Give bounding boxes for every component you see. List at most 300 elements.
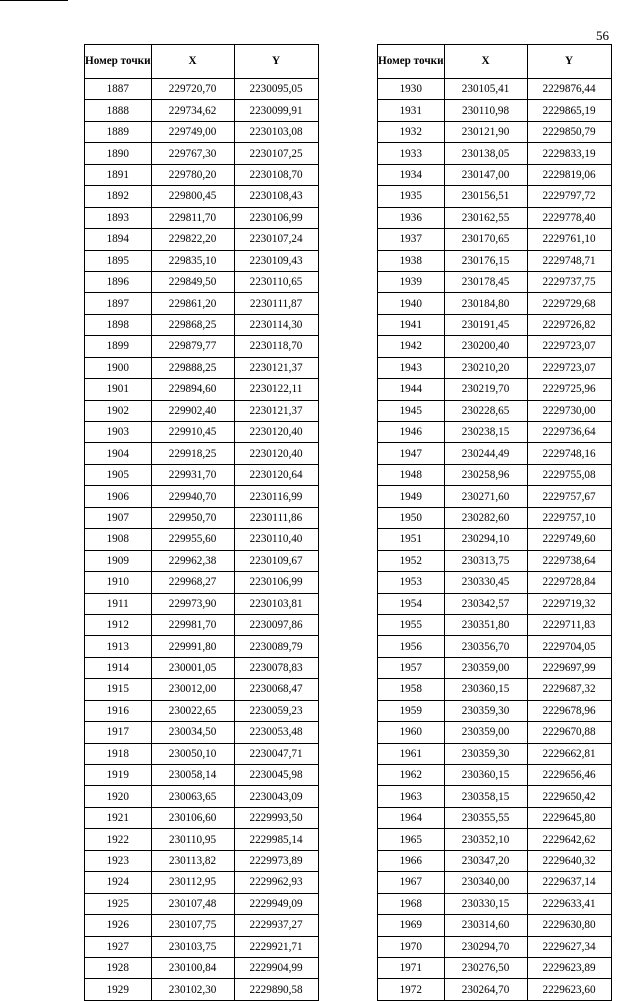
cell-y: 2229748,16 bbox=[527, 443, 611, 464]
cell-y: 2229719,32 bbox=[527, 593, 611, 614]
table-row bbox=[378, 293, 612, 314]
cell-y: 2230106,99 bbox=[234, 207, 318, 228]
cell-y: 2229738,64 bbox=[527, 550, 611, 571]
cell-y: 2229985,14 bbox=[234, 829, 318, 850]
cell-y: 2229656,46 bbox=[527, 765, 611, 786]
table-row bbox=[378, 314, 612, 335]
table-row bbox=[85, 850, 319, 871]
cell-point-number: 1903 bbox=[85, 422, 152, 443]
cell-point-number: 1901 bbox=[85, 379, 152, 400]
cell-x: 230170,65 bbox=[444, 229, 527, 250]
cell-x: 230200,40 bbox=[444, 336, 527, 357]
cell-x: 229981,70 bbox=[151, 614, 234, 635]
cell-point-number: 1962 bbox=[378, 765, 445, 786]
cell-y: 2229645,80 bbox=[527, 807, 611, 828]
cell-x: 230276,50 bbox=[444, 957, 527, 978]
cell-x: 229950,70 bbox=[151, 507, 234, 528]
cell-x: 229910,45 bbox=[151, 422, 234, 443]
cell-point-number: 1899 bbox=[85, 336, 152, 357]
cell-x: 229749,00 bbox=[151, 121, 234, 142]
cell-x: 230356,70 bbox=[444, 636, 527, 657]
table-row bbox=[378, 765, 612, 786]
cell-y: 2230111,87 bbox=[234, 293, 318, 314]
cell-point-number: 1969 bbox=[378, 915, 445, 936]
table-row bbox=[378, 936, 612, 957]
cell-x: 230359,30 bbox=[444, 700, 527, 721]
cell-point-number: 1917 bbox=[85, 722, 152, 743]
cell-point-number: 1932 bbox=[378, 121, 445, 142]
table-row bbox=[378, 700, 612, 721]
cell-y: 2230107,24 bbox=[234, 229, 318, 250]
cell-point-number: 1953 bbox=[378, 572, 445, 593]
cell-y: 2230045,98 bbox=[234, 765, 318, 786]
cell-x: 229962,38 bbox=[151, 550, 234, 571]
table-row bbox=[378, 271, 612, 292]
cell-x: 230359,30 bbox=[444, 743, 527, 764]
cell-point-number: 1909 bbox=[85, 550, 152, 571]
cell-x: 230162,55 bbox=[444, 207, 527, 228]
cell-y: 2230078,83 bbox=[234, 657, 318, 678]
cell-x: 230106,60 bbox=[151, 807, 234, 828]
cell-y: 2229623,89 bbox=[527, 957, 611, 978]
cell-x: 230358,15 bbox=[444, 786, 527, 807]
cell-point-number: 1923 bbox=[85, 850, 152, 871]
cell-y: 2230047,71 bbox=[234, 743, 318, 764]
cell-y: 2229633,41 bbox=[527, 893, 611, 914]
cell-y: 2230120,64 bbox=[234, 464, 318, 485]
cell-point-number: 1894 bbox=[85, 229, 152, 250]
table-row bbox=[85, 807, 319, 828]
table-row bbox=[378, 336, 612, 357]
table-row bbox=[378, 529, 612, 550]
cell-y: 2229726,82 bbox=[527, 314, 611, 335]
cell-point-number: 1930 bbox=[378, 79, 445, 100]
cell-x: 230330,45 bbox=[444, 572, 527, 593]
table-row bbox=[85, 121, 319, 142]
cell-y: 2229973,89 bbox=[234, 850, 318, 871]
cell-x: 229879,77 bbox=[151, 336, 234, 357]
cell-point-number: 1938 bbox=[378, 250, 445, 271]
table-row bbox=[85, 400, 319, 421]
cell-x: 229888,25 bbox=[151, 357, 234, 378]
table-row bbox=[85, 271, 319, 292]
table-row bbox=[378, 979, 612, 1000]
table-row bbox=[85, 936, 319, 957]
cell-point-number: 1891 bbox=[85, 164, 152, 185]
cell-point-number: 1965 bbox=[378, 829, 445, 850]
cell-point-number: 1918 bbox=[85, 743, 152, 764]
table-row bbox=[378, 121, 612, 142]
table-row bbox=[85, 529, 319, 550]
cell-x: 230105,41 bbox=[444, 79, 527, 100]
cell-point-number: 1896 bbox=[85, 271, 152, 292]
cell-point-number: 1963 bbox=[378, 786, 445, 807]
cell-point-number: 1908 bbox=[85, 529, 152, 550]
table-row bbox=[378, 829, 612, 850]
cell-x: 229940,70 bbox=[151, 486, 234, 507]
cell-point-number: 1947 bbox=[378, 443, 445, 464]
header-point-number: Номер точки bbox=[378, 45, 445, 79]
cell-y: 2229748,71 bbox=[527, 250, 611, 271]
table-row bbox=[378, 614, 612, 635]
cell-x: 230191,45 bbox=[444, 314, 527, 335]
cell-x: 230107,48 bbox=[151, 893, 234, 914]
cell-point-number: 1905 bbox=[85, 464, 152, 485]
cell-point-number: 1958 bbox=[378, 679, 445, 700]
cell-x: 229894,60 bbox=[151, 379, 234, 400]
cell-y: 2230120,40 bbox=[234, 422, 318, 443]
cell-x: 230351,80 bbox=[444, 614, 527, 635]
cell-y: 2230095,05 bbox=[234, 79, 318, 100]
top-rule bbox=[0, 0, 68, 1]
cell-y: 2229725,96 bbox=[527, 379, 611, 400]
cell-y: 2230106,99 bbox=[234, 572, 318, 593]
cell-x: 230244,49 bbox=[444, 443, 527, 464]
cell-y: 2230068,47 bbox=[234, 679, 318, 700]
cell-x: 230360,15 bbox=[444, 679, 527, 700]
table-row bbox=[378, 422, 612, 443]
cell-x: 230210,20 bbox=[444, 357, 527, 378]
cell-y: 2230110,65 bbox=[234, 271, 318, 292]
cell-x: 229868,25 bbox=[151, 314, 234, 335]
table-row bbox=[85, 164, 319, 185]
cell-point-number: 1933 bbox=[378, 143, 445, 164]
cell-y: 2230089,79 bbox=[234, 636, 318, 657]
cell-point-number: 1943 bbox=[378, 357, 445, 378]
cell-point-number: 1946 bbox=[378, 422, 445, 443]
cell-y: 2229736,64 bbox=[527, 422, 611, 443]
cell-point-number: 1968 bbox=[378, 893, 445, 914]
cell-point-number: 1967 bbox=[378, 872, 445, 893]
cell-y: 2229640,32 bbox=[527, 850, 611, 871]
cell-y: 2229670,88 bbox=[527, 722, 611, 743]
cell-point-number: 1959 bbox=[378, 700, 445, 721]
cell-x: 230264,70 bbox=[444, 979, 527, 1000]
table-row bbox=[85, 143, 319, 164]
cell-point-number: 1939 bbox=[378, 271, 445, 292]
cell-x: 230294,10 bbox=[444, 529, 527, 550]
table-row bbox=[378, 550, 612, 571]
cell-y: 2230053,48 bbox=[234, 722, 318, 743]
cell-x: 229849,50 bbox=[151, 271, 234, 292]
table-header-row bbox=[85, 45, 319, 79]
cell-y: 2229761,10 bbox=[527, 229, 611, 250]
table-row bbox=[85, 357, 319, 378]
cell-y: 2229704,05 bbox=[527, 636, 611, 657]
table-row bbox=[378, 722, 612, 743]
table-row bbox=[378, 143, 612, 164]
page-number: 56 bbox=[596, 28, 609, 43]
table-row bbox=[85, 786, 319, 807]
table-row bbox=[378, 872, 612, 893]
cell-x: 229931,70 bbox=[151, 464, 234, 485]
cell-point-number: 1954 bbox=[378, 593, 445, 614]
cell-point-number: 1952 bbox=[378, 550, 445, 571]
cell-point-number: 1910 bbox=[85, 572, 152, 593]
table-row bbox=[378, 957, 612, 978]
cell-x: 230359,00 bbox=[444, 722, 527, 743]
cell-y: 2229797,72 bbox=[527, 186, 611, 207]
cell-x: 229991,80 bbox=[151, 636, 234, 657]
table-row bbox=[378, 657, 612, 678]
table-row bbox=[85, 486, 319, 507]
cell-x: 229767,30 bbox=[151, 143, 234, 164]
cell-y: 2229730,00 bbox=[527, 400, 611, 421]
cell-point-number: 1912 bbox=[85, 614, 152, 635]
table-row bbox=[85, 957, 319, 978]
table-row bbox=[378, 893, 612, 914]
table-row bbox=[85, 872, 319, 893]
cell-point-number: 1935 bbox=[378, 186, 445, 207]
cell-y: 2229890,58 bbox=[234, 979, 318, 1000]
table-row bbox=[85, 379, 319, 400]
table-row bbox=[378, 679, 612, 700]
cell-point-number: 1949 bbox=[378, 486, 445, 507]
cell-x: 230110,98 bbox=[444, 100, 527, 121]
coordinates-table-left bbox=[84, 44, 319, 1001]
header-point-number: Номер точки bbox=[85, 45, 152, 79]
cell-point-number: 1957 bbox=[378, 657, 445, 678]
table-row bbox=[85, 100, 319, 121]
cell-point-number: 1895 bbox=[85, 250, 152, 271]
cell-x: 229902,40 bbox=[151, 400, 234, 421]
cell-x: 230058,14 bbox=[151, 765, 234, 786]
table-row bbox=[378, 443, 612, 464]
table-row bbox=[378, 507, 612, 528]
table-row bbox=[378, 636, 612, 657]
cell-point-number: 1972 bbox=[378, 979, 445, 1000]
cell-point-number: 1941 bbox=[378, 314, 445, 335]
table-row bbox=[85, 314, 319, 335]
cell-point-number: 1960 bbox=[378, 722, 445, 743]
cell-point-number: 1940 bbox=[378, 293, 445, 314]
table-row bbox=[378, 250, 612, 271]
cell-y: 2230116,99 bbox=[234, 486, 318, 507]
table-row bbox=[85, 186, 319, 207]
cell-y: 2230059,23 bbox=[234, 700, 318, 721]
cell-point-number: 1937 bbox=[378, 229, 445, 250]
cell-point-number: 1921 bbox=[85, 807, 152, 828]
cell-x: 230271,60 bbox=[444, 486, 527, 507]
cell-x: 230100,84 bbox=[151, 957, 234, 978]
cell-point-number: 1964 bbox=[378, 807, 445, 828]
cell-x: 230340,00 bbox=[444, 872, 527, 893]
cell-point-number: 1950 bbox=[378, 507, 445, 528]
coordinates-table-right bbox=[377, 44, 612, 1001]
cell-x: 230001,05 bbox=[151, 657, 234, 678]
cell-y: 2229642,62 bbox=[527, 829, 611, 850]
cell-x: 229720,70 bbox=[151, 79, 234, 100]
table-row bbox=[378, 207, 612, 228]
table-row bbox=[378, 229, 612, 250]
table-row bbox=[85, 572, 319, 593]
cell-point-number: 1888 bbox=[85, 100, 152, 121]
cell-point-number: 1928 bbox=[85, 957, 152, 978]
cell-y: 2230121,37 bbox=[234, 400, 318, 421]
cell-x: 230107,75 bbox=[151, 915, 234, 936]
cell-x: 230314,60 bbox=[444, 915, 527, 936]
table-row bbox=[85, 79, 319, 100]
cell-point-number: 1927 bbox=[85, 936, 152, 957]
cell-x: 229955,60 bbox=[151, 529, 234, 550]
cell-y: 2230043,09 bbox=[234, 786, 318, 807]
cell-point-number: 1956 bbox=[378, 636, 445, 657]
cell-x: 230112,95 bbox=[151, 872, 234, 893]
cell-y: 2229650,42 bbox=[527, 786, 611, 807]
cell-y: 2230103,81 bbox=[234, 593, 318, 614]
cell-y: 2229833,19 bbox=[527, 143, 611, 164]
cell-x: 229973,90 bbox=[151, 593, 234, 614]
cell-y: 2229904,99 bbox=[234, 957, 318, 978]
table-row bbox=[85, 207, 319, 228]
table-row bbox=[85, 979, 319, 1000]
cell-point-number: 1902 bbox=[85, 400, 152, 421]
table-row bbox=[85, 722, 319, 743]
cell-point-number: 1893 bbox=[85, 207, 152, 228]
cell-y: 2229737,75 bbox=[527, 271, 611, 292]
cell-x: 230258,96 bbox=[444, 464, 527, 485]
header-x: X bbox=[444, 45, 527, 79]
cell-x: 230050,10 bbox=[151, 743, 234, 764]
cell-point-number: 1945 bbox=[378, 400, 445, 421]
cell-point-number: 1924 bbox=[85, 872, 152, 893]
cell-x: 230219,70 bbox=[444, 379, 527, 400]
table-row bbox=[85, 507, 319, 528]
cell-y: 2229729,68 bbox=[527, 293, 611, 314]
cell-x: 230294,70 bbox=[444, 936, 527, 957]
cell-point-number: 1971 bbox=[378, 957, 445, 978]
cell-point-number: 1951 bbox=[378, 529, 445, 550]
table-row bbox=[378, 464, 612, 485]
cell-y: 2229623,60 bbox=[527, 979, 611, 1000]
cell-y: 2229937,27 bbox=[234, 915, 318, 936]
cell-y: 2229993,50 bbox=[234, 807, 318, 828]
cell-y: 2229921,71 bbox=[234, 936, 318, 957]
cell-point-number: 1931 bbox=[378, 100, 445, 121]
cell-point-number: 1929 bbox=[85, 979, 152, 1000]
cell-y: 2230107,25 bbox=[234, 143, 318, 164]
cell-point-number: 1934 bbox=[378, 164, 445, 185]
table-row bbox=[378, 357, 612, 378]
table-row bbox=[378, 486, 612, 507]
table-row bbox=[85, 636, 319, 657]
cell-y: 2229778,40 bbox=[527, 207, 611, 228]
table-row bbox=[85, 293, 319, 314]
cell-y: 2229723,07 bbox=[527, 336, 611, 357]
table-row bbox=[85, 743, 319, 764]
cell-y: 2230109,43 bbox=[234, 250, 318, 271]
cell-x: 230138,05 bbox=[444, 143, 527, 164]
table-row bbox=[85, 443, 319, 464]
cell-point-number: 1948 bbox=[378, 464, 445, 485]
cell-x: 230313,75 bbox=[444, 550, 527, 571]
cell-y: 2229949,09 bbox=[234, 893, 318, 914]
cell-point-number: 1936 bbox=[378, 207, 445, 228]
table-row bbox=[378, 850, 612, 871]
cell-y: 2230118,70 bbox=[234, 336, 318, 357]
cell-point-number: 1966 bbox=[378, 850, 445, 871]
cell-x: 229968,27 bbox=[151, 572, 234, 593]
cell-y: 2229627,34 bbox=[527, 936, 611, 957]
cell-x: 230022,65 bbox=[151, 700, 234, 721]
table-row bbox=[85, 679, 319, 700]
cell-y: 2229728,84 bbox=[527, 572, 611, 593]
cell-y: 2230114,30 bbox=[234, 314, 318, 335]
table-row bbox=[85, 550, 319, 571]
cell-point-number: 1961 bbox=[378, 743, 445, 764]
cell-x: 230012,00 bbox=[151, 679, 234, 700]
cell-point-number: 1916 bbox=[85, 700, 152, 721]
table-row bbox=[378, 186, 612, 207]
cell-y: 2229850,79 bbox=[527, 121, 611, 142]
cell-y: 2229757,67 bbox=[527, 486, 611, 507]
cell-y: 2230109,67 bbox=[234, 550, 318, 571]
table-row bbox=[85, 464, 319, 485]
cell-y: 2229637,14 bbox=[527, 872, 611, 893]
cell-x: 230121,90 bbox=[444, 121, 527, 142]
cell-point-number: 1890 bbox=[85, 143, 152, 164]
table-row bbox=[378, 79, 612, 100]
header-y: Y bbox=[234, 45, 318, 79]
cell-y: 2229819,06 bbox=[527, 164, 611, 185]
cell-y: 2229687,32 bbox=[527, 679, 611, 700]
cell-x: 229780,20 bbox=[151, 164, 234, 185]
cell-y: 2229749,60 bbox=[527, 529, 611, 550]
cell-point-number: 1898 bbox=[85, 314, 152, 335]
cell-point-number: 1922 bbox=[85, 829, 152, 850]
cell-x: 229861,20 bbox=[151, 293, 234, 314]
cell-x: 230184,80 bbox=[444, 293, 527, 314]
cell-point-number: 1911 bbox=[85, 593, 152, 614]
cell-x: 230063,65 bbox=[151, 786, 234, 807]
cell-x: 230342,57 bbox=[444, 593, 527, 614]
table-row bbox=[378, 100, 612, 121]
cell-point-number: 1925 bbox=[85, 893, 152, 914]
table-row bbox=[378, 743, 612, 764]
cell-point-number: 1942 bbox=[378, 336, 445, 357]
cell-point-number: 1900 bbox=[85, 357, 152, 378]
table-body-right bbox=[378, 79, 612, 1001]
table-row bbox=[85, 915, 319, 936]
table-row bbox=[85, 336, 319, 357]
cell-x: 230228,65 bbox=[444, 400, 527, 421]
cell-x: 229822,20 bbox=[151, 229, 234, 250]
table-row bbox=[378, 915, 612, 936]
cell-x: 230147,00 bbox=[444, 164, 527, 185]
cell-point-number: 1906 bbox=[85, 486, 152, 507]
cell-point-number: 1907 bbox=[85, 507, 152, 528]
cell-x: 230359,00 bbox=[444, 657, 527, 678]
cell-y: 2230121,37 bbox=[234, 357, 318, 378]
cell-point-number: 1904 bbox=[85, 443, 152, 464]
cell-y: 2229755,08 bbox=[527, 464, 611, 485]
cell-x: 229811,70 bbox=[151, 207, 234, 228]
cell-y: 2229711,83 bbox=[527, 614, 611, 635]
cell-point-number: 1970 bbox=[378, 936, 445, 957]
table-header-row bbox=[378, 45, 612, 79]
cell-y: 2229662,81 bbox=[527, 743, 611, 764]
cell-x: 229734,62 bbox=[151, 100, 234, 121]
cell-x: 230282,60 bbox=[444, 507, 527, 528]
cell-x: 230102,30 bbox=[151, 979, 234, 1000]
cell-y: 2229757,10 bbox=[527, 507, 611, 528]
table-row bbox=[378, 400, 612, 421]
cell-y: 2230099,91 bbox=[234, 100, 318, 121]
cell-point-number: 1944 bbox=[378, 379, 445, 400]
cell-x: 230347,20 bbox=[444, 850, 527, 871]
table-row bbox=[378, 593, 612, 614]
cell-point-number: 1926 bbox=[85, 915, 152, 936]
